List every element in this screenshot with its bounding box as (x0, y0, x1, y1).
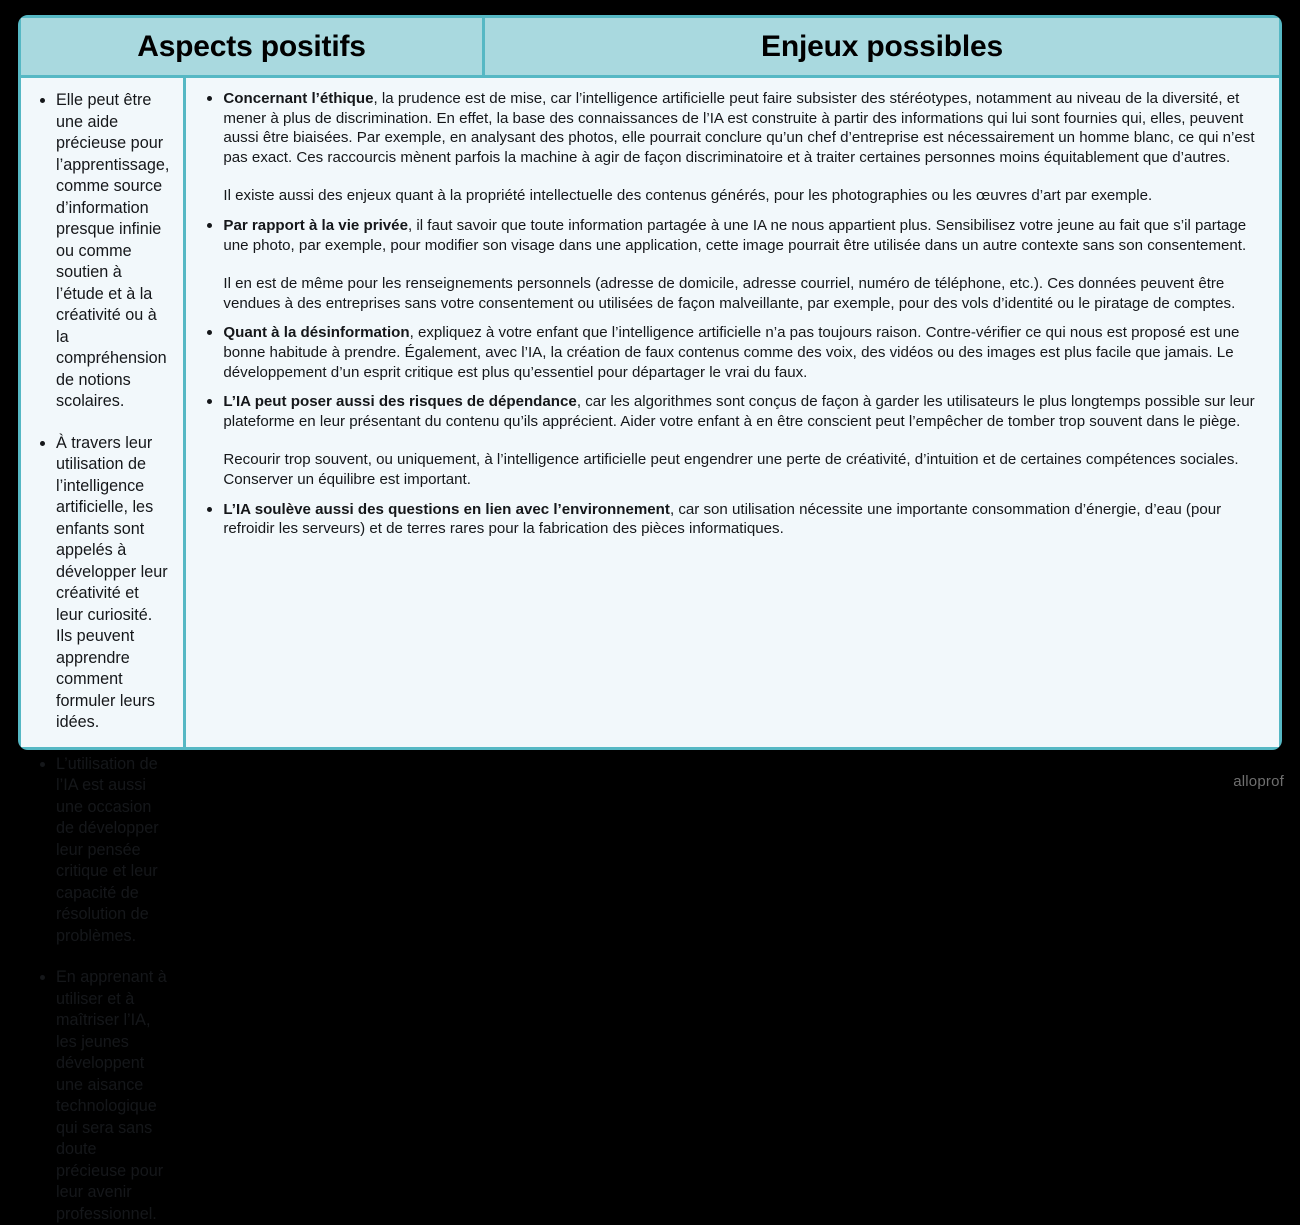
bullet-text (223, 216, 1261, 255)
bullet-text: Elle peut être une aide précieuse pour l’apprentissage, comme source d’information presque infinie ou comme soutien à l’étude et à la créativité ou à la compréhension de notions scolaires. (56, 91, 170, 410)
bullet-lead: L’IA peut poser aussi des risques de dépendance (223, 393, 577, 411)
bullet-text: L’utilisation de l’IA est aussi une occasion de développer leur pensée critique et leur capacité de résolution de problèmes. (56, 754, 159, 945)
list-item (198, 323, 1261, 382)
bullet-extra-paragraph: Il existe aussi des enjeux quant à la propriété intellectuelle des contenus générés, pour les photographies ou les œuvres d’art par exemple. (223, 187, 1153, 205)
table-header-row (21, 18, 1279, 78)
bullet-text: À travers leur utilisation de l’intelligence artificielle, les enfants sont appelés à développer leur créativité et leur curiosité. Ils peuvent apprendre comment formuler leurs idées. (56, 433, 168, 731)
list-item (31, 754, 169, 948)
bullet-text: En apprenant à utiliser et à maîtriser l’IA, les jeunes développent une aisance technologique qui sera sans doute précieuse pour leur avenir professionnel. (56, 968, 167, 1223)
list-item (198, 216, 1261, 313)
bullet-extra-paragraph: Recourir trop souvent, ou uniquement, à l’intelligence artificielle peut engendrer une perte de créativité, d’intuition et de certaines compétences sociales. Conserver un équilibre est important. (223, 451, 1239, 488)
list-item (31, 433, 169, 734)
enjeux-possibles-list (198, 89, 1261, 539)
bullet-body: , car son utilisation nécessite une importante consommation d’énergie, d’eau (pour refroidir les serveurs) et de terres rares pour la fabrication des pièces informatiques. (223, 500, 1222, 538)
bullet-lead: L’IA soulève aussi des questions en lien avec l’environnement (223, 500, 670, 518)
list-item (31, 967, 169, 1225)
aspects-positifs-list (31, 90, 169, 1225)
bullet-text (223, 89, 1261, 167)
column-header-enjeux-possibles: Enjeux possibles (761, 29, 1003, 63)
bullet-lead: Par rapport à la vie privée (223, 216, 408, 234)
column-enjeux-possibles (186, 78, 1279, 747)
bullet-text (223, 323, 1261, 382)
bullet-body: , expliquez à votre enfant que l’intelligence artificielle n’a pas toujours raison. Contre-vérifier ce qui nous est proposé est une bonne habitude à prendre. Également, avec l’IA, la création de faux contenus comme des voix, des vidéos ou des images est plus facile que jamais. Le développement d’un esprit critique est plus qu’essentiel pour départager le vrai du faux. (223, 324, 1240, 381)
bullet-text (223, 392, 1261, 431)
bullet-body: , il faut savoir que toute information partagée à une IA ne nous appartient plus. Sensibilisez votre jeune au fait que s’il partage une photo, par exemple, pour modifier son visage dans une application, cette image pourrait être utilisée dans un autre contexte sans son consentement. (223, 216, 1247, 254)
list-item (31, 90, 169, 413)
list-item (198, 500, 1261, 539)
list-item (198, 392, 1261, 489)
column-aspects-positifs (21, 78, 186, 1223)
alloprof-watermark: alloprof (1233, 773, 1284, 790)
bullet-body: , la prudence est de mise, car l’intelligence artificielle peut faire subsister des stéréotypes, notamment au niveau de la diversité, et mener à plus de discrimination. En effet, la base des connaissances de l’IA est construite à partir des informations qui lui sont fournies qui, elles, peuvent aussi être biaisées. Par exemple, en analysant des photos, elle pourrait conclure qu’un chef d’entreprise est nécessairement un homme blanc, ce qui n’est pas exact. Ces raccourcis mènent parfois la machine à agir de façon discriminatoire et à traiter certaines personnes moins équitablement que d’autres. (223, 90, 1255, 166)
bullet-lead: Concernant l’éthique (223, 90, 374, 107)
column-header-aspects-positifs: Aspects positifs (21, 18, 485, 75)
bullet-extra-paragraph: Il en est de même pour les renseignements personnels (adresse de domicile, adresse courriel, numéro de téléphone, etc.). Ces données peuvent être vendues à des entreprises sans votre consentement ou utilisées de façon malveillante, par exemple, pour des vols d’identité ou le piratage de comptes. (223, 275, 1236, 312)
bullet-lead: Quant à la désinformation (223, 324, 410, 342)
bullet-body: , car les algorithmes sont conçus de façon à garder les utilisateurs le plus longtemps possible sur leur plateforme en leur présentant du contenu qu’ils apprécient. Aider votre enfant à en être conscient peut l’empêcher de tomber trop souvent dans le piège. (223, 393, 1255, 430)
list-item (198, 89, 1261, 206)
bullet-text (223, 500, 1261, 539)
